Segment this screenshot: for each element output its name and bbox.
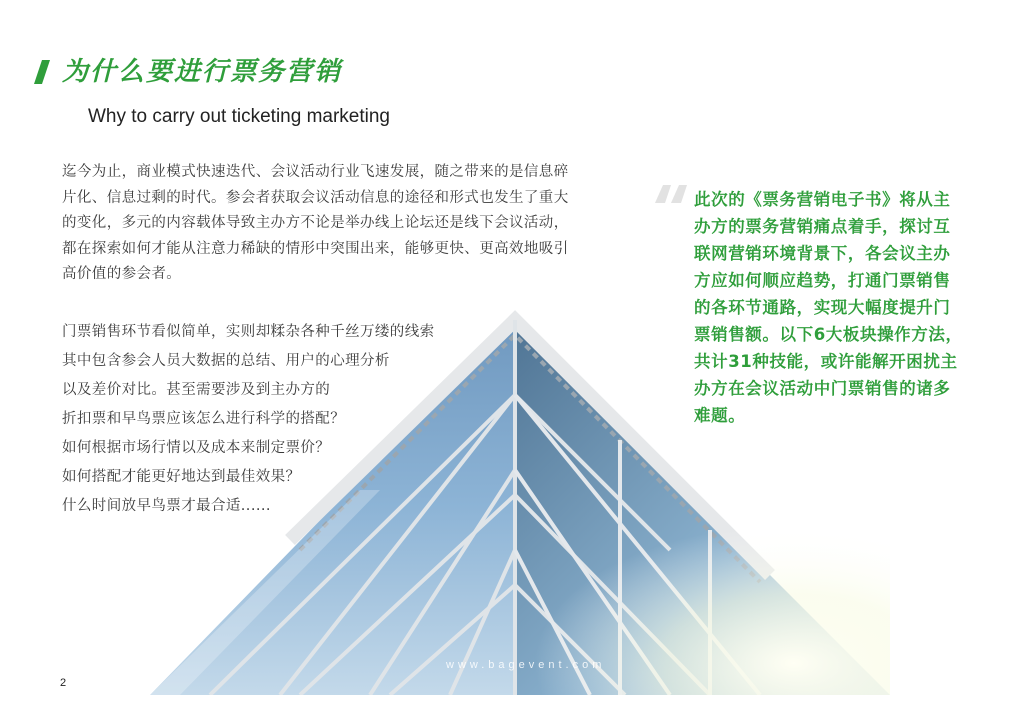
title-accent-icon bbox=[34, 60, 50, 84]
page-title: 为什么要进行票务营销 bbox=[62, 57, 343, 87]
paragraph-line: 折扣票和早鸟票应该怎么进行科学的搭配？ bbox=[62, 411, 346, 427]
question-paragraph bbox=[62, 318, 502, 521]
paragraph-line: 什么时间放早鸟票才最合适...... bbox=[62, 498, 271, 514]
paragraph-line: 如何搭配才能更好地达到最佳效果？ bbox=[62, 469, 301, 485]
intro-paragraph: 迄今为止，商业模式快速迭代、会议活动行业飞速发展，随之带来的是信息碎片化、信息过剩的时代。参会者获取会议活动信息的途径和形式也发生了重大的变化，多元的内容载体导致主办方不论是举办线上论坛还是线下会议活动，都在探索如何才能从注意力稀缺的情形中突围出来，能够更快、更高效地吸引高价值的参会者。 bbox=[62, 164, 569, 282]
paragraph-line: 以及差价对比。甚至需要涉及到主办方的 bbox=[62, 382, 331, 398]
highlight-quote: 此次的《票务营销电子书》将从主办方的票务营销痛点着手，探讨互联网营销环境背景下，各会议主办方应如何顺应趋势，打通门票销售的各环节通路，实现大幅度提升门票销售额。以下6大板块操作方法，共计31种技能，或许能解开困扰主办方在会议活动中门票销售的诸多难题。 bbox=[694, 190, 963, 425]
page-subtitle: Why to carry out ticketing marketing bbox=[88, 106, 390, 127]
paragraph-line: 门票销售环节看似简单，实则却糅杂各种千丝万缕的线索 bbox=[62, 324, 435, 340]
paragraph-line: 如何根据市场行情以及成本来制定票价？ bbox=[62, 440, 331, 456]
quote-mark-icon bbox=[655, 185, 689, 203]
page-number: 2 bbox=[60, 677, 67, 689]
website-url: www.bagevent.com bbox=[446, 659, 606, 671]
paragraph-line: 其中包含参会人员大数据的总结、用户的心理分析 bbox=[62, 353, 390, 369]
